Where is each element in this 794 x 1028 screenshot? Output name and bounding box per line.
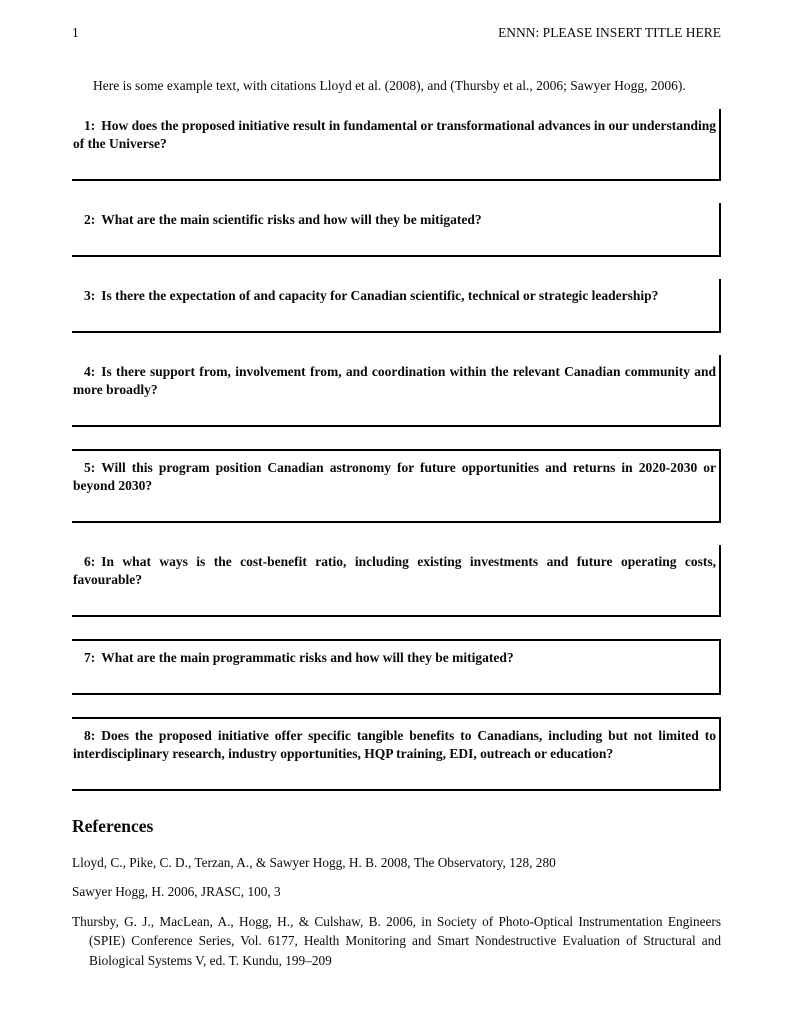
question-number: 6:: [84, 553, 96, 569]
reference-entry: Sawyer Hogg, H. 2006, JRASC, 100, 3: [72, 884, 281, 899]
question-box: [72, 545, 721, 617]
page-number: 1: [72, 25, 79, 40]
question-text: [73, 363, 716, 399]
question-number: 2:: [84, 211, 96, 227]
question-number: 7:: [84, 649, 96, 665]
question-box: [72, 639, 721, 695]
question-body: Will this program position Canadian astronomy for future opportunities and returns in 2020-2030 or beyond 2030?: [73, 459, 716, 493]
question-text: [73, 211, 716, 229]
question-text: [73, 117, 716, 153]
reference-list: [72, 853, 721, 971]
reference-entry: Thursby, G. J., MacLean, A., Hogg, H., & Culshaw, B. 2006, in Society of Photo-Optical Instrumentation Engineers (SPIE) Conference Series, Vol. 6177, Health Monitoring and Smart Nondestructive Evaluation of Structural and Biological Systems V, ed. T. Kundu, 199–209: [72, 913, 721, 968]
question-box: [72, 717, 721, 791]
question-number: 1:: [84, 117, 96, 133]
question-number: 5:: [84, 459, 96, 475]
question-body: In what ways is the cost-benefit ratio, including existing investments and future operating costs, favourable?: [73, 553, 716, 587]
running-header: [72, 26, 721, 40]
question-text: [73, 649, 716, 667]
question-body: What are the main scientific risks and how will they be mitigated?: [101, 211, 482, 227]
question-box: [72, 109, 721, 181]
question-text: [73, 287, 716, 305]
question-body: How does the proposed initiative result in fundamental or transformational advances in our understanding of the Universe?: [73, 117, 716, 151]
references-heading: References: [72, 815, 154, 836]
intro-paragraph: Here is some example text, with citations Lloyd et al. (2008), and (Thursby et al., 2006; Sawyer Hogg, 2006).: [93, 78, 686, 93]
question-number: 3:: [84, 287, 96, 303]
question-body: Does the proposed initiative offer specific tangible benefits to Canadians, including but not limited to interdisciplinary research, industry opportunities, HQP training, EDI, outreach or education?: [73, 727, 716, 761]
question-box: [72, 449, 721, 523]
question-box-list: [72, 109, 721, 791]
question-text: [73, 459, 716, 495]
question-box: [72, 279, 721, 333]
running-title: ENNN: PLEASE INSERT TITLE HERE: [498, 25, 721, 40]
question-box: [72, 355, 721, 427]
question-text: [73, 553, 716, 589]
question-body: What are the main programmatic risks and how will they be mitigated?: [101, 649, 514, 665]
question-number: 4:: [84, 363, 96, 379]
reference-entry: Lloyd, C., Pike, C. D., Terzan, A., & Sawyer Hogg, H. B. 2008, The Observatory, 128, 280: [72, 854, 556, 870]
question-body: Is there the expectation of and capacity for Canadian scientific, technical or strategic leadership?: [101, 287, 659, 303]
question-box: [72, 203, 721, 257]
question-text: [73, 727, 716, 763]
question-body: Is there support from, involvement from, and coordination within the relevant Canadian community and more broadly?: [73, 363, 716, 397]
question-number: 8:: [84, 727, 96, 743]
